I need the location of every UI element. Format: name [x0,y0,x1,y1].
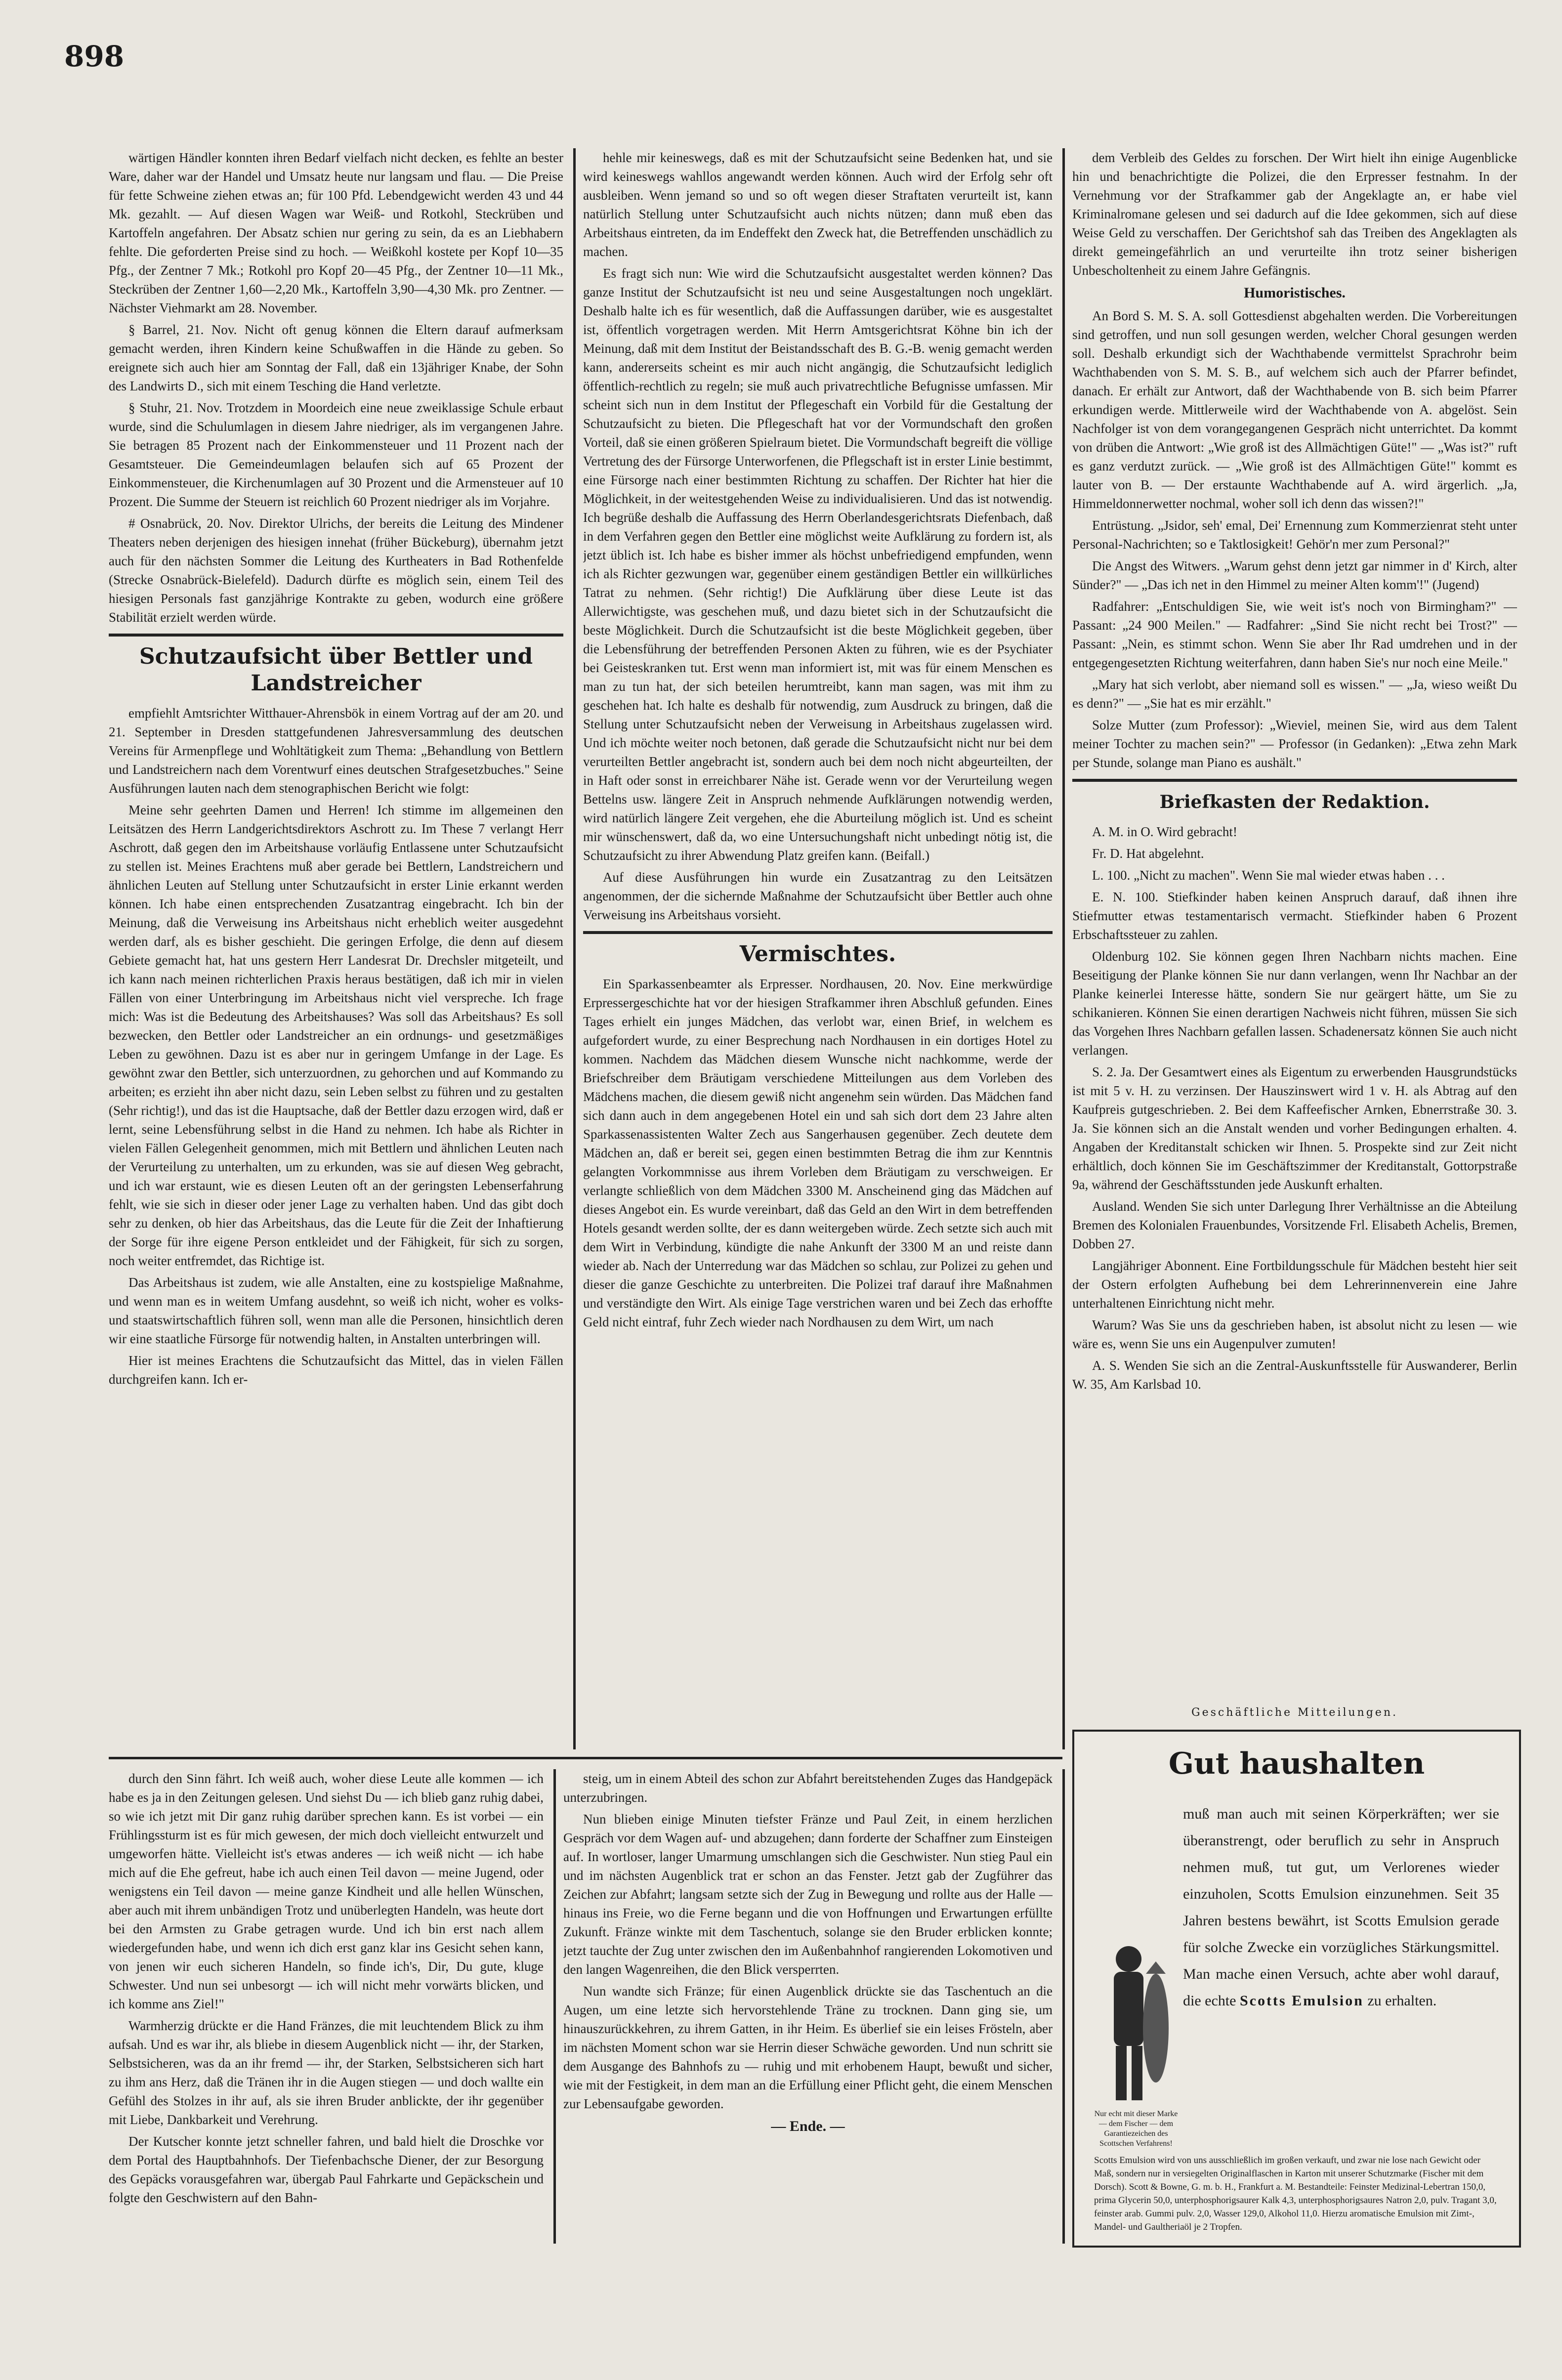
humor-heading: Humoristisches. [1244,285,1346,301]
briefkasten-item: Warum? Was Sie uns da geschrieben haben, ist absolut nicht zu lesen — wie wäre es, wenn Sie uns ein Augenpulver zumuten! [1072,1318,1517,1351]
column-rule-1 [573,148,576,1749]
fisherman-caption: Nur echt mit dieser Marke — dem Fischer — dem Garantiezeichen des Scottschen Verfahrens! [1094,2110,1178,2148]
column-2 [583,148,1053,1749]
briefkasten-item: L. 100. „Nicht zu machen". Wenn Sie mal wieder etwas haben . . . [1092,868,1445,883]
briefkasten-item: A. S. Wenden Sie sich an die Zentral-Auskunftsstelle für Auswanderer, Berlin W. 35, Am Karlsbad 10. [1072,1358,1517,1392]
briefkasten-item: Ausland. Wenden Sie sich unter Darlegung Ihrer Verhältnisse an die Abteilung Bremen des Kolonialen Frauenbundes, Vorsitzende Frl. Elisabeth Achelis, Bremen, Dobben 27. [1072,1199,1517,1251]
ad-body: muß man auch mit seinen Körperkräften; wer sie überanstrengt, oder beruflich zu sehr in Anspruch nehmen muß, tut gut, um Verlorenes wieder einzuholen, Scotts Emulsion einzunehmen. Seit 35 Jahren bestens bewährt, ist Scotts Emulsion gerade für solche Zwecke ein vorzügliches Stärkungsmittel. Man mache einen Versuch, achte aber wohl darauf, die echte [1183,1806,1499,2009]
briefkasten-item: Oldenburg 102. Sie können gegen Ihren Nachbarn nichts machen. Eine Beseitigung der Planke können Sie nur dann verlangen, wenn Ihr Nachbar an der Planke keinerlei Interesse hätte, sondern Sie nur geärgert hätte, um Sie zu schikanieren. Können Sie einen derartigen Nachweis nicht führen, müssen Sie sich das Vorgehen Ihres Nachbarn gefallen lassen. Schadenersatz können Sie auch nicht verlangen. [1072,949,1517,1058]
story-paragraph: Warmherzig drückte er die Hand Fränzes, die mit leuchtendem Blick zu ihm aufsah. Und es war ihr, als bliebe in diesem Augenblick nicht — ihr, der Starken, Selbstsicheren, was da an ihr fremd — ihr, der Starken, Selbstsicheren sich hart zu ihm ans Herz, daß die Tränen ihr in die Augen stiegen — und doch wallte ein Gefühl des Stolzes in ihr auf, als sie ihren Bruder anblickte, der ihr gegenüber mit Liebe, Dankbarkeit und Verehrung. [109,2018,544,2127]
humor-item: Radfahrer: „Entschuldigen Sie, wie weit ist's noch von Birmingham?" — Passant: „24 900 Meilen." — Radfahrer: „Sind Sie nicht recht bei Trost?" — Passant: „Nein, es stimmt schon. Wenn Sie aber Ihr Rad umdrehen und in der entgegengesetzten Richtung weiterfahren, dann haben Sie's nur noch eine Meile." [1072,599,1517,670]
vermischtes-paragraph: Ein Sparkassenbeamter als Erpresser. Nordhausen, 20. Nov. Eine merkwürdige Erpressergeschichte hat vor der hiesigen Strafkammer ihren Abschluß gefunden. Eines Tages erhielt ein junges Mädchen, das verlobt war, einen Brief, in welchem es aufgefordert wurde, zu einer Besprechung nach Nordhausen in ein dortiges Hotel zu kommen. Nachdem das Mädchen diesem Wunsche nicht nachkomme, werde der Briefschreiber dem Bräutigam verschiedene Mitteilungen aus dem Vorleben des Mädchens machen, die diesem gewiß nicht angenehm sein würden. Das Mädchen fand sich dann auch in dem angegebenen Hotel ein und sah sich dort dem 23 Jahre alten Sparkassenassistenten Walter Zech aus Sangerhausen gegenüber. Zech deutete dem Mädchen an, daß er bereit sei, gegen einen bestimmten Betrag die ihm zur Kenntnis gelangten Vorkommnisse aus ihrem Vorleben dem Bräutigam zu verschweigen. Er verlangte schließlich von dem Mädchen 3300 M. Anscheinend ging das Mädchen auf dieses Angebot ein. Es wurde vereinbart, daß das Geld an den Wirt in dem betreffenden Hotels gesandt werden sollte, der es dann weitergeben würde. Zech setzte sich auch mit dem Wirt in Verbindung, kündigte die nahe Ankunft der 3300 M an und reiste dann wieder ab. Nach der Unterredung war das Mädchen so schlau, zur Polizei zu gehen und dieser die ganze Geschichte zu unterbreiten. Die Polizei traf darauf ihre Maßnahmen und verständigte den Wirt. Als einige Tage verstrichen waren und bei Zech das erhoffte Geld nicht eintraf, fuhr Zech wieder nach Nordhausen zu dem Wirt, um nach [583,977,1053,1329]
news-osnabrueck: # Osnabrück, 20. Nov. Direktor Ulrichs, der bereits die Leitung des Mindener Theaters neben derjenigen des hiesigen innehat (früher Bückeburg), übernahm jetzt auch für den nächsten Sommer die Leitung des Kurtheaters in Bad Rothenfelde (Strecke Osnabrück-Bielefeld). Dadurch dürfte es möglich sein, einem Teil des hiesigen Personals fast ganzjährige Kontrakte zu geben, wodurch eine größere Stabilität erzielt werden würde. [109,516,563,625]
page-number: 898 [64,40,125,73]
story-column-right [563,1769,1053,2239]
column-1 [109,148,563,1749]
article-paragraph: Das Arbeitshaus ist zudem, wie alle Anstalten, eine zu kostspielige Maßnahme, und wenn man es in weitem Umfang ausdehnt, so weiß ich nicht, woher es volks- und staatswirtschaftlich führen soll, wenn man alle die Personen, hinsichtlich deren wir eine staatliche Fürsorge für notwendig halten, in Anstalten unterbringen will. [109,1275,563,1346]
story-column-left [109,1769,544,2239]
humor-item: Die Angst des Witwers. „Warum gehst denn jetzt gar nimmer in d' Kirch, alter Sünder?" — „Das ich net in den Himmel zu meiner Alten komm'!" (Jugend) [1072,558,1517,592]
story-paragraph: steig, um in einem Abteil des schon zur Abfahrt bereitstehenden Zuges das Handgepäck unterzubringen. [563,1771,1053,1805]
ad-title: Gut haushalten [1168,1746,1425,1781]
ad-caption: Geschäftliche Mitteilungen. [1191,1706,1398,1719]
story-paragraph: Nun blieben einige Minuten tiefster Fränze und Paul Zeit, in einem herzlichen Gespräch vor dem Wagen auf- und abzugehen; dann forderte der Schaffner zum Einsteigen auf. In wortloser, langer Umarmung umschlangen sich die Geschwister. Nun stieg Paul ein und im nächsten Augenblick trat er schon an das Fenster. Jetzt gab der Zugführer das Zeichen zur Abfahrt; langsam setzte sich der Zug in Bewegung und rollte aus der Halle — hinaus ins Freie, wo die Ferne begann und die von Hoffnungen und Erwartungen erfüllte Zukunft. Fränze winkte mit dem Taschentuch, solange sie den Bruder erblicken konnte; jetzt tauchte der Zug unter zwischen den im Außenbahnhof rangierenden Lokomotiven und den langen Wagenreihen, die den Blick versperrten. [563,1812,1053,1977]
article-paragraph: empfiehlt Amtsrichter Witthauer-Ahrensbök in einem Vortrag auf der am 20. und 21. September in Dresden stattgefundenen Jahresversammlung des deutschen Vereins für Armenpflege und Wohltätigkeit zum Thema: „Behandlung von Bettlern und Landstreichern nach dem Vorentwurf eines deutschen Strafgesetzbuches." Seine Ausführungen lauten nach dem stenographischen Bericht wie folgt: [109,706,563,796]
humor-item: „Mary hat sich verlobt, aber niemand soll es wissen." — „Ja, wieso weißt Du es denn?" — „Sie hat es mir erzählt." [1072,677,1517,711]
briefkasten-item: A. M. in O. Wird gebracht! [1092,824,1237,839]
ad-brand: Scotts Emulsion [1239,1993,1364,2009]
article-paragraph: Hier ist meines Erachtens die Schutzaufsicht das Mittel, das in vielen Fällen durchgreifen kann. Ich er- [109,1353,563,1387]
story-paragraph: Der Kutscher konnte jetzt schneller fahren, und bald hielt die Droschke vor dem Portal des Hauptbahnhofs. Der Tiefenbachsche Diener, der zur Besorgung des Gepäcks vorausgefahren war, übergab Paul Fahrkarte und Gepäckschein und folgte den Geschwistern auf den Bahn- [109,2134,544,2205]
market-report: wärtigen Händler konnten ihren Bedarf vielfach nicht decken, es fehlte an bester Ware, daher war der Handel und Umsatz heute nur langsam und flau. — Die Preise für fette Schweine ziehen etwas an; für 100 Pfd. Lebendgewicht werden 43 und 44 Mk. gezahlt. — Auf diesen Wagen war Weiß- und Rotkohl, Steckrüben und Kartoffeln angefahren. Der Absatz schien nur gering zu sein, da es an Liebhabern fehlte. Die geforderten Preise sind zu hoch. — Weißkohl kostete per Kopf 10—35 Pfg., der Zentner 7 Mk.; Rotkohl pro Kopf 20—45 Pfg., der Zentner 10—11 Mk., Steckrüben der Zentner 1,60—2,20 Mk., Kartoffeln 3,90—4,30 Mk. pro Zentner. — Nächster Viehmarkt am 28. November. [109,150,563,315]
briefkasten-item: E. N. 100. Stiefkinder haben keinen Anspruch darauf, daß ihnen ihre Stiefmutter etwas testamentarisch vermacht. Stiefkinder haben 6 Prozent Erbschaftssteuer zu zahlen. [1072,890,1517,942]
article-paragraph: Auf diese Ausführungen hin wurde ein Zusatzantrag zu den Leitsätzen angenommen, der die sichernde Maßnahme der Schutzaufsicht über Bettler auch ohne Verweisung ins Arbeitshaus vorsieht. [583,870,1053,922]
section-divider [583,931,1053,934]
ad-fineprint: Scotts Emulsion wird von uns ausschließlich im großen verkauft, und zwar nie lose nach Gewicht oder Maß, sondern nur in versiegelten Originalflaschen in Karton mit unserer Schutzmarke (Fischer mit dem Dorsch). Scott & Bowne, G. m. b. H., Frankfurt a. M. Bestandteile: Feinster Medizinal-Lebertran 150,0, prima Glycerin 50,0, unterphosphorigsaurer Kalk 4,3, unterphosphorigsaures Natron 2,0, pulv. Tragant 3,0, feinster arab. Gummi pulv. 2,0, Wasser 129,0, Alkohol 11,0. Hierzu aromatische Emulsion mit Zimt-, Mandel- und Gaultheriaöl je 2 Tropfen. [1094,2155,1497,2232]
briefkasten-item: S. 2. Ja. Der Gesamtwert eines als Eigentum zu erwerbenden Hausgrundstücks ist mit 5 v. H. zu verzinsen. Der Hauszinswert wird 1 v. H. als Abtrag auf den Kaufpreis gutgeschrieben. 2. Bei dem Kaffeefischer Arnken, Ebnerrstraße 30. 3. Ja. Sie können sich an die Anstalt wenden und vorher Bedingungen erhalten. 4. Angaben der Kreditanstalt schicken wir Ihnen. 5. Prospekte sind zur Zeit nicht erhältlich, doch können Sie im Geschäftszimmer der Kreditanstalt, Gottorpstraße 9a, während der Geschäftsstunden jede Auskunft erhalten. [1072,1064,1517,1192]
ad-text [1183,1801,1499,2014]
article-paragraph: Meine sehr geehrten Damen und Herren! Ich stimme im allgemeinen den Leitsätzen des Herrn Landgerichtsdirektors Aschrott zu. Im These 7 verlangt Herr Aschrott, daß gegen den im Arbeitshause vorläufig Entlassene unter Schutzaufsicht zu stellen ist. Meines Erachtens muß aber gerade bei Bettlern, Landstreichern und ähnlichen Leuten auf Stellung unter Schutzaufsicht in erster Linie erkannt werden können. Ich habe einen entsprechenden Zusatzantrag eingebracht. Ich bin der Meinung, daß die Verweisung ins Arbeitshaus nicht erheblich weiter ausgedehnt werden darf, als es bisher geschieht. Die geringen Erfolge, die denn auf diesem Gebiete gemacht hat, hat uns gestern Herr Landesrat Dr. Drechsler mitgeteilt, und ich kann nach meinen richterlichen Praxis heraus bestätigen, daß ich mir in vielen Fällen von einer Unterbringung im Arbeitshaus nicht viel verspreche. Ich frage mich: Was ist die Bedeutung des Arbeitshauses? Was soll das Arbeitshaus? Es soll bezwecken, den Bettler oder Landstreicher an ein ordnungs- und gesetzmäßiges Leben zu gewöhnen. Dazu ist es aber nur in geringem Umfange in der Lage. Es gewöhnt zwar den Bettler, sich unterzuordnen, zu gehorchen und auf Kommando zu arbeiten; es erzieht ihn aber nicht dazu, sein Leben selbst zu führen und zu gestalten (Sehr richtig!), und das ist die Hauptsache, daß der Bettler dazu erzogen wird, daß er lernt, seine Lebensführung selbst in die Hand zu nehmen. Ich habe als Richter in vielen Fällen Gelegenheit genommen, mich mit Bettlern und ähnlichen Leuten nach der Verurteilung zu unterhalten, um zu erkunden, was sie auf diesen Weg gebracht, und ich war erstaunt, wie es diesen Leuten oft an der geringsten Lebenserfahrung fehlt, wie sie sich in dieser oder jener Lage zu verhalten haben. Und das gibt doch sehr zu denken, ob hier das Arbeitshaus, das die Leute für die Zeit der Inhaftierung der Sorge für ihre eigene Person entkleidet und der Fähigkeit, für sich zu sorgen, noch weiter entfremdet, das Richtige ist. [109,803,563,1268]
column-3 [1072,148,1517,1749]
section-divider [109,634,563,637]
fisherman-with-cod-icon [1094,1939,1178,2107]
vermischtes-heading: Vermischtes. [739,941,896,967]
article-paragraph: Es fragt sich nun: Wie wird die Schutzaufsicht ausgestaltet werden können? Das ganze Institut der Schutzaufsicht ist neu und seine Ausgestaltungen noch ungeklärt. Deshalb halte ich es für wesentlich, daß die Auffassungen darüber, wie es ausgestaltet ist, öffentlich vorgetragen werden. Mit Herrn Amtsgerichtsrat Köhne bin ich der Meinung, daß mit dem Institut der Beistandsschaft des B. G.-B. wenig gemacht werden kann, andererseits scheint es mir auch nicht angängig, die Schutzaufsicht lediglich öffentlich-rechtlich zu regeln; sie muß auch privatrechtliche Befugnisse umfassen. Mir scheint sich nun in dem Institut der Pflegeschaft ein Vorbild für die Gestaltung der Schutzaufsicht zu bieten. Die Pflegeschaft hat vor der Vormundschaft den großen Vorteil, daß sie einen größeren Spielraum bietet. Die Vormundschaft begreift die völlige Vertretung des der Fürsorge Unterworfenen, die Pflegschaft ist in erster Linie bestimmt, eine Fürsorge nach einer bestimmten Richtung zu schaffen. Der Richter hat hier die Möglichkeit, in der weitestgehenden Weise zu individualisieren. Und das ist notwendig. Ich begrüße deshalb die Auffassung des Herrn Oberlandesgerichtsrats Diefenbach, daß in dem Verfahren gegen den Bettler eine möglichst weite Aufklärung zu fordern ist, als jetzt üblich ist. Ich habe es bisher immer als höchst unbefriedigend empfunden, wenn ich als Richter gezwungen war, gegenüber einem geständigen Bettler ein willkürliches Tatrat zu nehmen. (Sehr richtig!) Die Aufklärung über diese Leute ist das Allerwichtigste, was geschehen muß, und dazu bietet sich in der Schutzaufsicht die beste Möglichkeit. Durch die Schutzaufsicht ist die beste Möglichkeit gegeben, über die Lebensführung der betreffenden Personen Akten zu führen, wie es der Psychiater bei Geisteskranken tut. Erst wenn man informiert ist, mit was für einem Menschen es man zu tun hat, der sich beteilen herumtreibt, kann man sagen, was mit ihm zu geschehen hat. Ich halte es deshalb für notwendig, zum Ausdruck zu bringen, daß die Stellung unter Schutzaufsicht neben der Verweisung in Arbeitshaus zugelassen wird. Und ich möchte weiter noch betonen, daß gerade die Schutzaufsicht nicht nur bei dem verurteilten Bettler angebracht ist, sondern auch bei dem noch nicht abgeurteilten, der in Haft oder sonst in erreichbarer Nähe ist. Gerade wenn vor der Verurteilung wegen Bettelns usw. längere Zeit in Anspruch nehmende Aufklärungen notwendig werden, wird natürlich längere Zeit vergehen, ehe die Aburteilung möglich ist. Und es scheint mir wünschenswert, daß da, wo eine Untersuchungshaft nicht unbedingt nötig ist, die Schutzaufsicht zu ihrer Abwendung Platz greifen kann. (Beifall.) [583,266,1053,863]
article-paragraph: hehle mir keineswegs, daß es mit der Schutzaufsicht seine Bedenken hat, und sie wird keineswegs wahllos angewandt werden können. Auch wird der Erfolg sehr oft ausbleiben. Wenn jemand so und so oft wegen dieser Straftaten verurteilt ist, kann natürlich Stellung unter Schutzaufsicht auch nichts nützen; dann muß eben das Arbeitshaus eintreten, da im Endeffekt den Zweck hat, die Betreffenden unschädlich zu machen. [583,150,1053,259]
story-paragraph: durch den Sinn fährt. Ich weiß auch, woher diese Leute alle kommen — ich habe es ja in den Zeitungen gelesen. Und siehst Du — ich blieb ganz ruhig dabei, so wie ich jetzt mit Dir ganz ruhig darüber sprechen kann. Es ist vorbei — ein Frühlingssturm ist es für mich gewesen, der mich doch vielleicht entwurzelt und umgeworfen hätte. Vielleicht ist's etwas anderes — ich weiß nicht — ich habe mich auf die Ehe gefreut, habe ich auch einen Teil davon — meine Jugend, oder wenigstens ein Teil davon — meine ganze Kindheit und alle hellen Wünschen, aber auch mit ihrem unbändigen Trotz und unüberlegten Handeln, was heute dort bei den Armsten zu Grabe getragen wurde. Und ich bin erst nach allem wiedergefunden habe, und wenn ich dich erst ganz klar ins Gesicht sehen kann, von jenen wir euch sicheren Handeln, so finde ich's, Dir, Du gute, kluge Schwester. Und nun sei unbesorgt — ich will nicht mehr vorwärts blicken, und ich komme ans Ziel!" [109,1771,544,2011]
briefkasten-item: Fr. D. Hat abgelehnt. [1092,846,1204,861]
article-continuation: dem Verbleib des Geldes zu forschen. Der Wirt hielt ihn einige Augenblicke hin und benachrichtigte die Polizei, die den Erpresser festnahm. In der Vernehmung vor der Strafkammer gab der Angeklagte an, er habe viel Kriminalromane gelesen und sei dadurch auf die Idee gekommen, sich auf diese Weise Geld zu verschaffen. Der Gerichtshof sah das Treiben des Angeklagten als direkt gemeingefährlich an und verurteilte ihn trotz seiner bisherigen Unbescholtenheit zu einem Jahre Gefängnis. [1072,150,1517,278]
humor-item: An Bord S. M. S. A. soll Gottesdienst abgehalten werden. Die Vorbereitungen sind getroffen, und nun soll gesungen werden, welcher Choral gesungen werden soll. Deshalb erkundigt sich der Wachthabende vermittelst Sprachrohr beim Wachthabenden von S. M. S. B., auf welchem sich auch der Pfarrer befindet, danach. Er erhält zur Antwort, daß der Wachthabende von B. sich beim Pfarrer erkundigen werde. Mittlerweile wird der Wachthabende von A. abgelöst. Sein Nachfolger ist von dem vorangegangenen Gespräch nicht unterrichtet. Da kommt von drüben die Antwort: „Wie groß ist des Allmächtigen Güte!" — „Was ist?" ruft es ganz verdutzt zurück. — „Wie groß ist des Allmächtigen Güte!" kommt es lauter von B. — Der erstaunte Wachthabende auf A. wird ärgerlich. „Ja, Himmeldonnerwetter nochmal, woher soll ich denn das wissen?!" [1072,308,1517,511]
story-paragraph: Nun wandte sich Fränze; für einen Augenblick drückte sie das Taschentuch an die Augen, um eine letzte sich hervorstehlende Träne zu trocknen. Dann ging sie, um hinauszurückkehren, zu ihrem Gatten, in ihr Heim. Es überlief sie ein leises Frösteln, aber im nächsten Moment schon war sie Herrin dieser Schwäche geworden. Und nun schritt sie dem Ausgange des Bahnhofs zu — ruhig und mit erhobenem Haupt, bewußt und sicher, wie mit der Festigkeit, in dem man an die Erfüllung einer Pflicht geht, die einem Menschen zur Lebensaufgabe geworden. [563,1984,1053,2111]
briefkasten-heading: Briefkasten der Redaktion. [1159,792,1430,812]
humor-item: Solze Mutter (zum Professor): „Wieviel, meinen Sie, wird aus dem Talent meiner Tochter zu machen sein?" — Professor (in Gedanken): „Etwa zehn Mark per Stunde, solange man Piano es aushält." [1072,718,1517,770]
ad-body-end: zu erhalten. [1367,1993,1437,2009]
column-rule-2 [1062,148,1065,1749]
news-stuhr: § Stuhr, 21. Nov. Trotzdem in Moordeich eine neue zweiklassige Schule erbaut wurde, sind die Schulumlagen in diesem Jahre niedriger, als im vergangenen Jahre. Sie betragen 85 Prozent nach der Einkommensteuer und 11 Prozent nach der Gesamtsteuer. Die Gemeindeumlagen belaufen sich auf 65 Prozent der Einkommensteuer, die Kirchenumlagen auf 30 Prozent und die Armensteuer auf 10 Prozent. Die Summe der Steuern ist reichlich 60 Prozent niedriger als im Vorjahre. [109,400,563,509]
story-end: — Ende. — [771,2118,845,2134]
story-top-rule [109,1757,1062,1759]
scotts-emulsion-ad [1072,1730,1521,2248]
article-headline: Schutzaufsicht über Bettler und Landstreicher [139,644,533,696]
column-rule-ad [1062,1769,1065,2244]
fisherman-logo [1094,1939,1178,2147]
news-barrel: § Barrel, 21. Nov. Nicht oft genug können die Eltern darauf aufmerksam gemacht werden, ihren Kindern keine Schußwaffen in die Hände zu geben. So ereignete sich auch hier am Sonntag der Fall, daß ein 13jähriger Knabe, der Sohn des Landwirts D., sich mit einem Tesching die Hand verletzte. [109,322,563,393]
humor-item: Entrüstung. „Jsidor, seh' emal, Dei' Ernennung zum Kommerzienrat steht unter Personal-Nachrichten; so e Taktlosigkeit! Gehör'n mer zum Personal?" [1072,518,1517,552]
briefkasten-item: Langjähriger Abonnent. Eine Fortbildungsschule für Mädchen besteht hier seit der Ostern erfolgten Aufhebung bei dem Lehrerinnenverein eine Jahre unterhaltenen Einrichtung nicht mehr. [1072,1258,1517,1311]
section-divider [1072,779,1517,782]
column-rule-story [553,1769,556,2244]
